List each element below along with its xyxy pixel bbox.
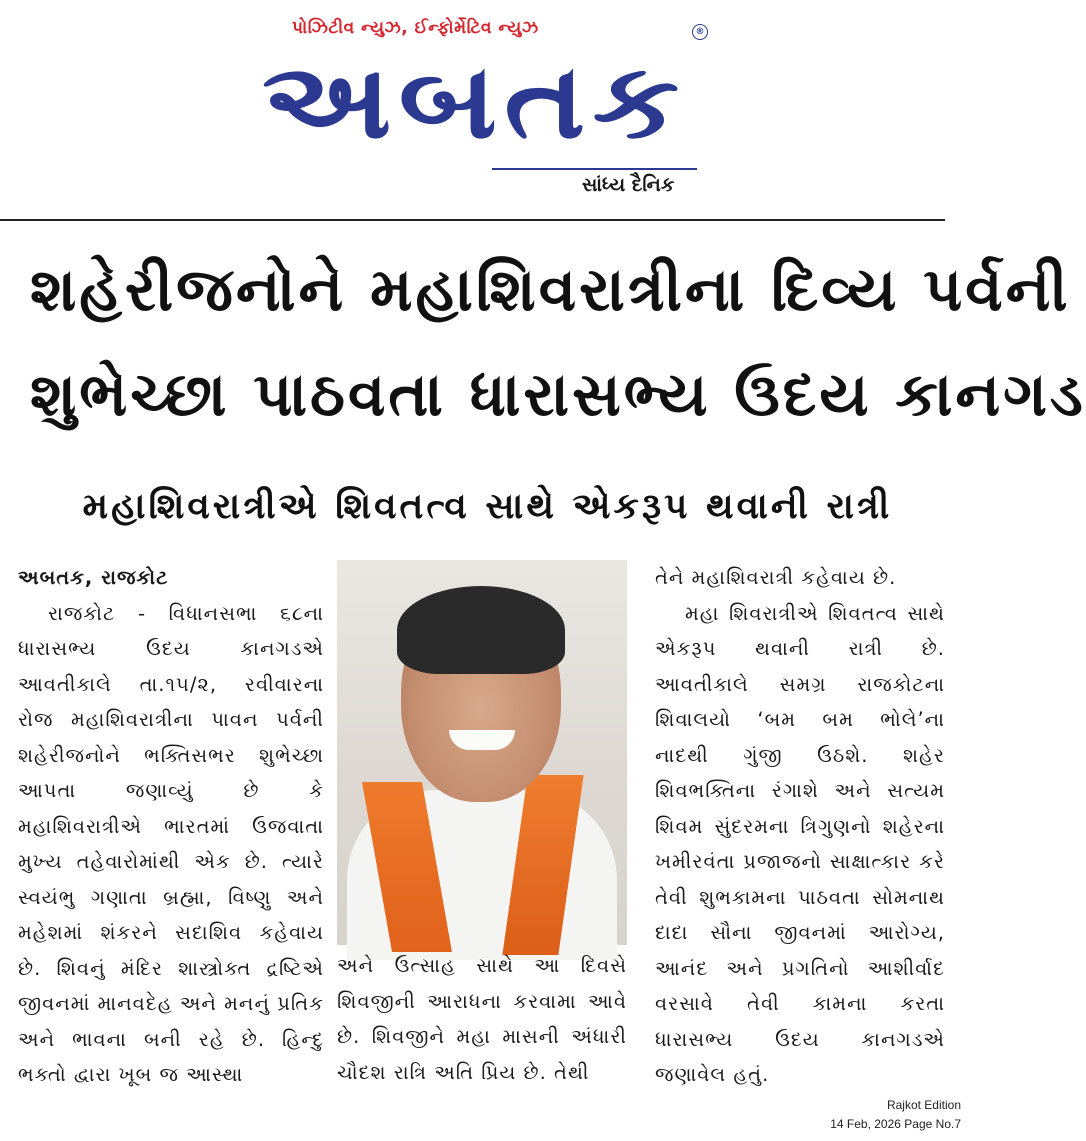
column-3-paragraph-1: તેને મહાશિવરાત્રી કહેવાય છે. bbox=[655, 566, 897, 589]
edition-name: Rajkot Edition bbox=[886, 1098, 961, 1112]
article-column-3 bbox=[655, 560, 945, 1093]
article-column-1 bbox=[18, 560, 324, 1093]
masthead-divider bbox=[0, 219, 945, 221]
photo-hair bbox=[397, 586, 565, 674]
headline-line-1: શહેરીજનોને મહાશિવરાત્રીના દિવ્ય પર્વની bbox=[30, 255, 1071, 325]
headline-line-2: શુભેચ્છા પાઠવતા ધારાસભ્ય ઉદય કાનગડ bbox=[30, 360, 1086, 430]
photo-smile bbox=[449, 730, 515, 750]
logo-underline bbox=[492, 168, 697, 170]
subheadline: મહાશિવરાત્રીએ શિવતત્વ સાથે એકરૂપ થવાની રાત્રી bbox=[82, 486, 893, 527]
portrait-photo bbox=[337, 560, 627, 945]
edition-date-page: 14 Feb, 2026 Page No.7 bbox=[830, 1117, 961, 1131]
column-1-text: રાજકોટ - વિધાનસભા ૬૮ના ધારાસભ્ય ઉદય કાનગડએ આવતીકાલે તા.૧૫/૨, રવીવારના રોજ મહાશિવરાત્રીના પાવન પર્વની શહેરીજનોને ભક્તિસભર શુભેચ્છા આપતા જણાવ્યું છે કે મહાશિવરાત્રીએ ભારતમાં ઉજવાતા મુખ્ય તહેવારોમાંથી એક છે. ત્યારે સ્વયંભુ ગણાતા બ્રહ્મા, વિષ્ણુ અને મહેશમાં શંકરને સદાશિવ કહેવાય છે. શિવનું મંદિર શાસ્ત્રોક્ત દ્રષ્ટિએ જીવનમાં માનવદેહ અને મનનું પ્રતિક અને ભાવના બની રહે છે. હિન્દુ ભક્તો દ્વારા ખૂબ જ આસ્થા bbox=[18, 601, 324, 1086]
masthead-tagline: પોઝિટીવ ન્યુઝ, ઈન્ફોર્મેટિવ ન્યુઝ bbox=[292, 18, 539, 38]
column-3-paragraph-2: મહા શિવરાત્રીએ શિવતત્વ સાથે એકરૂપ થવાની રાત્રી છે. આવતીકાલે સમગ્ર રાજકોટના શિવાલયો ‘બમ બમ ભોલે’ના નાદથી ગુંજી ઉઠશે. શહેર શિવભક્તિના રંગાશે અને સત્યમ શિવમ સુંદરમના ત્રિગુણનો શહેરના ખમીરવંતા પ્રજાજનો સાક્ષાત્કાર કરે તેવી શુભકામના પાઠવતા સોમનાથ દાદા સૌના જીવનમાં આરોગ્ય, આનંદ અને પ્રગતિનો આશીર્વાદ વરસાવે તેવી કામના કરતા ધારાસભ્ય ઉદય કાનગડએ જણાવેલ હતું. bbox=[655, 601, 945, 1086]
column-2-text: અને ઉત્સાહ સાથે આ દિવસે શિવજીની આરાધના કરવામા આવે છે. શિવજીને મહા માસની અંધારી ચૌદશ રાત્રિ અતિ પ્રિય છે. તેથી bbox=[337, 954, 627, 1084]
masthead bbox=[0, 0, 971, 222]
masthead-subtitle: સાંધ્ય દૈનિક bbox=[582, 174, 675, 196]
edition-info bbox=[830, 1096, 961, 1134]
registered-mark-icon: ® bbox=[692, 24, 708, 40]
newspaper-logo: અબતક bbox=[262, 40, 687, 162]
article-column-2 bbox=[337, 948, 627, 1090]
dateline: અબતક, રાજકોટ bbox=[18, 566, 169, 589]
